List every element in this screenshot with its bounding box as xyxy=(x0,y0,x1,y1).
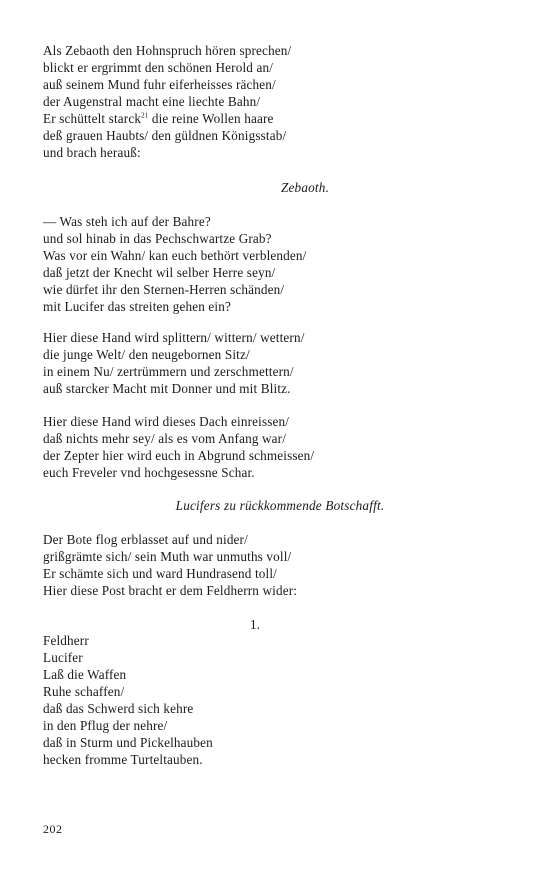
footnote-marker: 21 xyxy=(141,111,149,120)
verse-line: Hier diese Post bracht er dem Feldherrn wider: xyxy=(43,583,298,598)
section-number: 1. xyxy=(250,617,260,632)
verse-text: die reine Wollen haare xyxy=(148,111,274,126)
verse-line: daß das Schwerd sich kehre xyxy=(43,701,194,716)
verse-text: Er schüttelt starck xyxy=(43,111,142,126)
verse-line: grißgrämte sich/ sein Muth war unmuths voll/ xyxy=(43,549,292,564)
opening-stanza xyxy=(43,42,513,161)
verse-line: hecken fromme Turteltauben. xyxy=(43,752,203,767)
verse-line: auß starcker Macht mit Donner und mit Blitz. xyxy=(43,381,291,396)
verse-line: der Zepter hier wird euch in Abgrund schmeissen/ xyxy=(43,448,315,463)
stanza-section-1 xyxy=(43,632,513,768)
verse-line: Der Bote flog erblasset auf und nider/ xyxy=(43,532,248,547)
page-number: 202 xyxy=(43,822,63,836)
verse-line xyxy=(43,110,513,127)
verse-line: in den Pflug der nehre/ xyxy=(43,718,168,733)
verse-line: die junge Welt/ den neugebornen Sitz/ xyxy=(43,347,250,362)
verse-line: Er schämte sich und ward Hundrasend toll/ xyxy=(43,566,277,581)
stanza-zebaoth-1 xyxy=(43,213,513,315)
verse-line: daß in Sturm und Pickelhauben xyxy=(43,735,213,750)
verse-line: daß nichts mehr sey/ als es vom Anfang war/ xyxy=(43,431,287,446)
verse-line: Ruhe schaffen/ xyxy=(43,684,125,699)
verse-line: euch Freveler vnd hochgesessne Schar. xyxy=(43,465,255,480)
verse-line: — Was steh ich auf der Bahre? xyxy=(43,214,211,229)
verse-line: Als Zebaoth den Hohnspruch hören sprechen/ xyxy=(43,43,292,58)
verse-line: wie dürfet ihr den Sternen-Herren schänden/ xyxy=(43,282,285,297)
verse-line: Feldherr xyxy=(43,633,89,648)
verse-line: Was vor ein Wahn/ kan euch bethört verblenden/ xyxy=(43,248,307,263)
verse-line: auß seinem Mund fuhr eiferheisses rächen/ xyxy=(43,77,276,92)
section-heading-zebaoth: Zebaoth. xyxy=(280,180,330,195)
verse-line: Hier diese Hand wird dieses Dach einreissen/ xyxy=(43,414,290,429)
verse-line: mit Lucifer das streiten gehen ein? xyxy=(43,299,231,314)
verse-line: blickt er ergrimmt den schönen Herold an/ xyxy=(43,60,274,75)
stanza-messenger xyxy=(43,531,513,599)
stanza-zebaoth-2 xyxy=(43,329,513,397)
verse-line: und sol hinab in das Pechschwartze Grab? xyxy=(43,231,272,246)
verse-line: und brach herauß: xyxy=(43,145,141,160)
verse-line: der Augenstral macht eine liechte Bahn/ xyxy=(43,94,261,109)
verse-line: in einem Nu/ zertrümmern und zerschmettern/ xyxy=(43,364,294,379)
verse-line: deß grauen Haubts/ den güldnen Königsstab/ xyxy=(43,128,287,143)
verse-line: daß jetzt der Knecht wil selber Herre seyn/ xyxy=(43,265,276,280)
stanza-zebaoth-3 xyxy=(43,413,513,481)
verse-line: Hier diese Hand wird splittern/ wittern/ wettern/ xyxy=(43,330,305,345)
section-heading-botschafft: Lucifers zu rückkommende Botschafft. xyxy=(175,498,385,513)
verse-line: Lucifer xyxy=(43,650,83,665)
verse-line: Laß die Waffen xyxy=(43,667,127,682)
